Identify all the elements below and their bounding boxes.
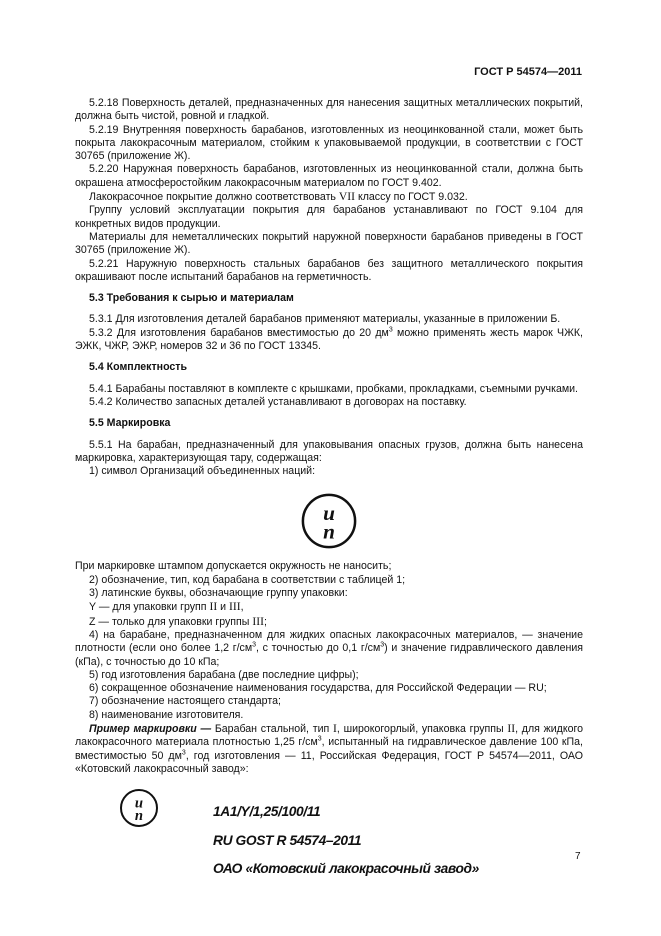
marking-example-paragraph: Пример маркировки — Барабан стальной, тип I, широкогорлый, упаковка группы II, для жидкого лакокрасочного материала плотностью 1,25 $г/см^3$, испытанный на гидравлическое давление 100 кПа, вместимостью 50 $дм^3$, год изготовления — 11, Российская Федерация, ГОСТ Р 54574—2011, ОАО «Котовский лакокрасочный завод»: <box>75 721 584 775</box>
list-item-6: 6) сокращенное обозначение наименования государства, для Российской Федерации — RU; <box>89 682 547 695</box>
section-heading-5-5: 5.5 Маркировка <box>89 417 171 430</box>
un-symbol-letter-u: u <box>323 501 335 526</box>
un-symbol-icon <box>119 788 159 828</box>
un-symbol-letter-n: n <box>323 519 335 544</box>
marking-code-line: 1A1/Y/1,25/100/11 <box>213 804 321 820</box>
page-number: 7 <box>575 851 581 862</box>
operating-conditions-paragraph: Группу условий эксплуатации покрытия для барабанов устанавливают по ГОСТ 9.104 для конкретных видов продукции. <box>75 204 583 230</box>
clause-5-2-19: 5.2.19 Внутренняя поверхность барабанов, изготовленных из неоцинкованной стали, может быть покрыта лакокрасочным материалом, стойким к упаковываемой продукции, в соответствии с ГОСТ 30765 (приложение Ж). <box>75 123 583 163</box>
un-symbol-letter-n: n <box>134 808 144 825</box>
clause-5-4-2: 5.4.2 Количество запасных деталей устанавливают в договорах на поставку. <box>89 395 467 408</box>
list-item-7: 7) обозначение настоящего стандарта; <box>89 695 281 708</box>
un-symbol-letter-u: u <box>134 795 144 812</box>
list-item-8: 8) наименование изготовителя. <box>89 708 244 721</box>
clause-5-4-1: 5.4.1 Барабаны поставляют в комплекте с крышками, пробками, прокладками, съемными ручками. <box>89 382 578 395</box>
letter-z-line: Z — только для упаковки группы III; <box>89 614 267 628</box>
list-item-1: 1) символ Организаций объединенных наций: <box>89 465 316 478</box>
list-item-4: 4) на барабане, предназначенном для жидких опасных лакокрасочных материалов, — значение плотности (если оно более 1,2 $г/см^3$, с точностью до 0,1 $г/см^3$) и значение гидравлического давления (кПа), с точностью до 10 кПа; <box>75 628 583 668</box>
clause-5-3-2: 5.3.2 Для изготовления барабанов вместимостью до 20 $дм^3$ можно применять жесть марок ЧЖК, ЭЖК, ЧЖР, ЭЖР, номеров 32 и 36 по ГОСТ 13345. <box>75 326 583 353</box>
marking-example <box>75 788 583 898</box>
letter-y-line: Y — для упаковки групп II и III, <box>89 600 244 614</box>
non-metallic-coatings-paragraph: Материалы для неметаллических покрытий наружной поверхности барабанов приведены в ГОСТ 30765 (приложение Ж). <box>75 230 583 257</box>
document-body <box>75 97 583 898</box>
stamp-note: При маркировке штампом допускается окружность не наносить; <box>75 560 392 573</box>
clause-5-3-1: 5.3.1 Для изготовления деталей барабанов применяют материалы, указанные в приложении Б. <box>89 313 561 326</box>
marking-manufacturer-line: ОАО «Котовский лакокрасочный завод» <box>213 861 479 877</box>
section-heading-5-4: 5.4 Комплектность <box>89 361 187 374</box>
marking-standard-line: RU GOST R 54574–2011 <box>213 832 362 848</box>
un-symbol-icon <box>300 492 358 550</box>
clause-5-5-1: 5.5.1 На барабан, предназначенный для упаковывания опасных грузов, должна быть нанесена маркировка, характеризующая тару, содержащая: <box>75 438 583 464</box>
clause-5-2-21: 5.2.21 Наружную поверхность стальных барабанов без защитного металлического покрытия окрашивают после испытаний барабанов на герметичность. <box>75 257 583 283</box>
page-header: ГОСТ Р 54574—2011 <box>474 66 582 78</box>
list-item-2: 2) обозначение, тип, код барабана в соответствии с таблицей 1; <box>89 573 406 586</box>
section-heading-5-3: 5.3 Требования к сырью и материалам <box>89 292 294 305</box>
coating-class-paragraph: Лакокрасочное покрытие должно соответствовать VII классу по ГОСТ 9.032. <box>89 190 468 204</box>
clause-5-2-18: 5.2.18 Поверхность деталей, предназначенных для нанесения защитных металлических покрытий, должна быть чистой, ровной и гладкой. <box>75 97 583 123</box>
list-item-5: 5) год изготовления барабана (две последние цифры); <box>89 668 359 681</box>
clause-5-2-20: 5.2.20 Наружная поверхность барабанов, изготовленных из неоцинкованной стали, должна быть окрашена атмосферостойким лакокрасочным материалом по ГОСТ 9.402. <box>75 163 583 189</box>
marking-text-block <box>213 798 479 884</box>
list-item-3: 3) латинские буквы, обозначающие группу упаковки: <box>89 587 348 600</box>
